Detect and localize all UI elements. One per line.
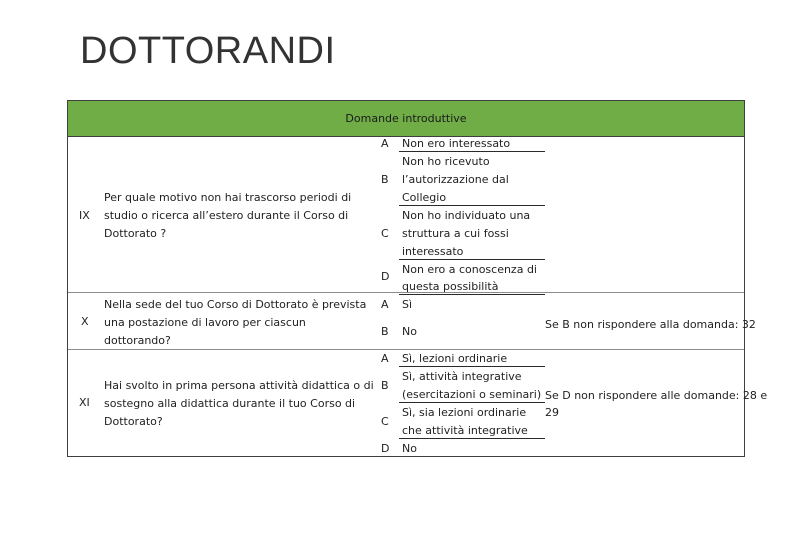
option-letter: D (381, 442, 390, 455)
question-text-line: Hai svolto in prima persona attività didattica o di (104, 379, 374, 392)
option-text: Non ho ricevuto (402, 155, 490, 168)
question-text-line: Dottorato? (104, 415, 163, 428)
option-letter: C (381, 227, 389, 240)
question-text-line: Per quale motivo non hai trascorso periodi di (104, 191, 352, 204)
option-text: No (402, 325, 417, 338)
option-letter: B (381, 325, 389, 338)
option-letter: A (381, 298, 389, 311)
option-text: Sì, sia lezioni ordinarie (402, 406, 527, 419)
option-underline (399, 205, 545, 206)
option-underline (399, 151, 545, 152)
option-underline (399, 366, 545, 367)
question-text-line: studio o ricerca all’estero durante il Corso di (104, 209, 349, 222)
option-text: Sì, attività integrative (402, 370, 522, 383)
question-number: IX (79, 209, 90, 222)
option-text: che attività integrative (402, 424, 528, 437)
skip-note: 29 (545, 406, 559, 419)
question-text-line: dottorando? (104, 334, 171, 347)
question-number: XI (79, 396, 90, 409)
option-text: (esercitazioni o seminari) (402, 388, 542, 401)
slide-title: DOTTORANDI (80, 30, 336, 72)
question-text-line: Dottorato ? (104, 227, 167, 240)
table-header: Domande introduttive (68, 101, 744, 137)
skip-note: Se D non rispondere alle domande: 28 e (545, 389, 768, 402)
option-text: struttura a cui fossi (402, 227, 509, 240)
option-text: Sì (402, 298, 413, 311)
question-text-line: sostegno alla didattica durante il tuo Corso di (104, 397, 356, 410)
option-underline (399, 402, 545, 403)
option-text: No (402, 442, 417, 455)
option-letter: B (381, 173, 389, 186)
option-letter: D (381, 270, 390, 283)
option-text: interessato (402, 245, 464, 258)
option-letter: A (381, 352, 389, 365)
option-text: Collegio (402, 191, 447, 204)
option-underline (399, 438, 545, 439)
option-underline (399, 294, 545, 295)
option-text: questa possibilità (402, 280, 499, 293)
questionnaire-table (67, 100, 768, 457)
option-letter: B (381, 379, 389, 392)
question-number: X (81, 315, 89, 328)
option-letter: A (381, 137, 389, 150)
option-letter: C (381, 415, 389, 428)
option-underline (399, 259, 545, 260)
option-text: l’autorizzazione dal (402, 173, 509, 186)
option-text: Sì, lezioni ordinarie (402, 352, 508, 365)
skip-note: Se B non rispondere alla domanda: 32 (545, 318, 756, 331)
option-text: Non ero a conoscenza di (402, 263, 537, 276)
question-text-line: una postazione di lavoro per ciascun (104, 316, 306, 329)
option-text: Non ho individuato una (402, 209, 531, 222)
option-text: Non ero interessato (402, 137, 511, 150)
question-text-line: Nella sede del tuo Corso di Dottorato è prevista (104, 298, 367, 311)
